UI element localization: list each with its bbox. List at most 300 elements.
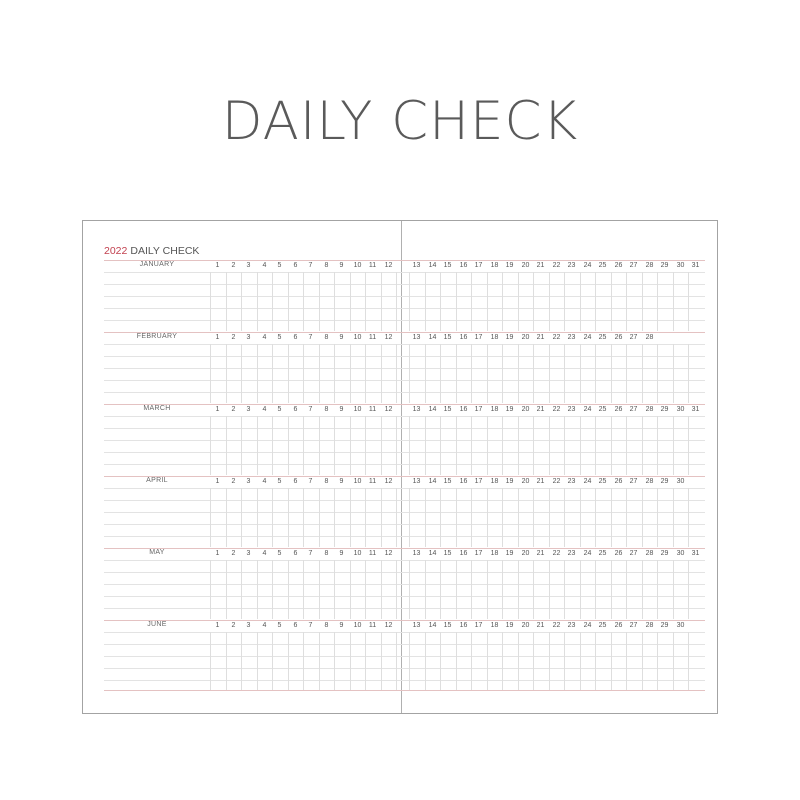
- column-line: [257, 344, 258, 403]
- day-number: 2: [231, 406, 236, 413]
- day-number: 25: [598, 550, 607, 557]
- column-line: [257, 632, 258, 691]
- column-line: [381, 416, 382, 475]
- day-number: 24: [583, 550, 592, 557]
- column-line: [210, 488, 211, 547]
- day-number: 7: [308, 622, 313, 629]
- column-line: [350, 560, 351, 619]
- row-line: [104, 488, 705, 489]
- row-line: [104, 308, 705, 309]
- column-line: [611, 632, 612, 691]
- row-line: [104, 608, 705, 609]
- column-line: [657, 632, 658, 691]
- row-line: [104, 284, 705, 285]
- day-number: 21: [536, 406, 545, 413]
- row-line: [104, 380, 705, 381]
- column-line: [272, 560, 273, 619]
- column-line: [440, 488, 441, 547]
- day-number: 8: [324, 622, 329, 629]
- column-line: [673, 416, 674, 475]
- column-line: [241, 272, 242, 331]
- day-number: 10: [353, 478, 362, 485]
- column-line: [626, 632, 627, 691]
- column-line: [487, 272, 488, 331]
- column-line: [533, 488, 534, 547]
- column-line: [549, 632, 550, 691]
- day-number: 16: [459, 406, 468, 413]
- column-line: [226, 488, 227, 547]
- column-line: [272, 416, 273, 475]
- column-line: [334, 272, 335, 331]
- day-number: 11: [368, 406, 377, 413]
- column-line: [518, 344, 519, 403]
- column-line: [272, 344, 273, 403]
- column-line: [303, 632, 304, 691]
- column-line: [396, 272, 397, 331]
- column-line: [334, 632, 335, 691]
- day-number: 17: [474, 478, 483, 485]
- column-line: [319, 560, 320, 619]
- day-number: 3: [246, 478, 251, 485]
- column-line: [642, 416, 643, 475]
- day-number: 2: [231, 334, 236, 341]
- day-number: 22: [552, 334, 561, 341]
- day-number: 23: [567, 262, 576, 269]
- day-number: 16: [459, 550, 468, 557]
- day-number: 19: [505, 406, 514, 413]
- column-line: [673, 488, 674, 547]
- day-number: 5: [277, 622, 282, 629]
- day-number: 16: [459, 262, 468, 269]
- column-line: [611, 272, 612, 331]
- column-line: [425, 416, 426, 475]
- column-line: [272, 632, 273, 691]
- day-number: 30: [676, 406, 685, 413]
- day-number: 30: [676, 262, 685, 269]
- day-number: 1: [215, 334, 220, 341]
- day-number: 16: [459, 622, 468, 629]
- day-number: 3: [246, 262, 251, 269]
- column-line: [381, 344, 382, 403]
- day-number: 16: [459, 478, 468, 485]
- row-line: [104, 512, 705, 513]
- day-number: 1: [215, 550, 220, 557]
- day-number: 24: [583, 262, 592, 269]
- day-number: 31: [691, 550, 700, 557]
- day-number: 6: [293, 550, 298, 557]
- row-line: [104, 644, 705, 645]
- column-line: [210, 632, 211, 691]
- column-line: [502, 488, 503, 547]
- day-number: 12: [384, 478, 393, 485]
- column-line: [642, 344, 643, 403]
- column-line: [226, 272, 227, 331]
- column-line: [688, 560, 689, 619]
- column-line: [642, 560, 643, 619]
- row-line: [104, 344, 705, 345]
- column-line: [518, 416, 519, 475]
- day-number: 27: [629, 550, 638, 557]
- day-number: 6: [293, 262, 298, 269]
- column-line: [425, 272, 426, 331]
- day-number: 9: [339, 262, 344, 269]
- column-line: [533, 272, 534, 331]
- day-number: 24: [583, 478, 592, 485]
- column-line: [487, 632, 488, 691]
- month-block-june: [83, 620, 719, 692]
- day-number: 21: [536, 262, 545, 269]
- day-number: 28: [645, 550, 654, 557]
- column-line: [580, 416, 581, 475]
- day-number: 4: [262, 622, 267, 629]
- column-line: [365, 272, 366, 331]
- column-line: [580, 344, 581, 403]
- day-number: 20: [521, 622, 530, 629]
- column-line: [409, 344, 410, 403]
- column-line: [595, 272, 596, 331]
- day-number: 31: [691, 262, 700, 269]
- column-line: [502, 344, 503, 403]
- row-line: [104, 428, 705, 429]
- column-line: [657, 416, 658, 475]
- column-line: [440, 560, 441, 619]
- day-number: 14: [428, 406, 437, 413]
- column-line: [471, 416, 472, 475]
- column-line: [288, 632, 289, 691]
- column-line: [626, 488, 627, 547]
- column-line: [533, 416, 534, 475]
- day-number: 28: [645, 622, 654, 629]
- day-number: 13: [412, 550, 421, 557]
- column-line: [425, 632, 426, 691]
- row-line: [104, 356, 705, 357]
- day-number: 11: [368, 334, 377, 341]
- column-line: [241, 560, 242, 619]
- day-number: 27: [629, 334, 638, 341]
- day-number: 14: [428, 262, 437, 269]
- column-line: [425, 344, 426, 403]
- row-line: [104, 524, 705, 525]
- planner-spread: [82, 220, 718, 714]
- column-line: [409, 560, 410, 619]
- column-line: [456, 344, 457, 403]
- day-number: 26: [614, 334, 623, 341]
- day-number: 27: [629, 262, 638, 269]
- column-line: [210, 272, 211, 331]
- day-number: 16: [459, 334, 468, 341]
- day-number: 22: [552, 550, 561, 557]
- column-line: [350, 344, 351, 403]
- column-line: [288, 344, 289, 403]
- day-number: 14: [428, 550, 437, 557]
- row-line: [104, 452, 705, 453]
- day-number: 11: [368, 622, 377, 629]
- column-line: [471, 488, 472, 547]
- day-number: 29: [660, 622, 669, 629]
- column-line: [272, 272, 273, 331]
- day-number: 9: [339, 334, 344, 341]
- day-number: 23: [567, 334, 576, 341]
- column-line: [564, 416, 565, 475]
- day-number: 25: [598, 478, 607, 485]
- day-number: 27: [629, 478, 638, 485]
- column-line: [673, 632, 674, 691]
- column-line: [396, 488, 397, 547]
- row-line: [104, 368, 705, 369]
- day-number: 4: [262, 550, 267, 557]
- column-line: [611, 560, 612, 619]
- column-line: [487, 488, 488, 547]
- day-number: 23: [567, 550, 576, 557]
- day-number: 26: [614, 478, 623, 485]
- day-number: 30: [676, 478, 685, 485]
- column-line: [288, 488, 289, 547]
- day-number: 11: [368, 550, 377, 557]
- row-line: [104, 668, 705, 669]
- row-line: [104, 584, 705, 585]
- column-line: [533, 344, 534, 403]
- row-line: [104, 464, 705, 465]
- day-number: 13: [412, 406, 421, 413]
- column-line: [533, 560, 534, 619]
- column-line: [456, 632, 457, 691]
- day-number: 6: [293, 478, 298, 485]
- day-number: 3: [246, 334, 251, 341]
- column-line: [471, 560, 472, 619]
- row-line: [104, 680, 705, 681]
- day-number: 1: [215, 262, 220, 269]
- day-number: 7: [308, 406, 313, 413]
- day-number: 23: [567, 478, 576, 485]
- row-line: [104, 560, 705, 561]
- day-number: 12: [384, 406, 393, 413]
- column-line: [518, 560, 519, 619]
- column-line: [381, 272, 382, 331]
- day-number: 6: [293, 622, 298, 629]
- column-line: [334, 488, 335, 547]
- column-line: [595, 488, 596, 547]
- column-line: [319, 344, 320, 403]
- column-line: [319, 416, 320, 475]
- column-line: [303, 488, 304, 547]
- column-line: [502, 272, 503, 331]
- day-number: 12: [384, 550, 393, 557]
- day-number: 12: [384, 622, 393, 629]
- month-block-january: [83, 260, 719, 332]
- day-number: 9: [339, 406, 344, 413]
- column-line: [288, 416, 289, 475]
- column-line: [396, 632, 397, 691]
- column-line: [409, 416, 410, 475]
- bottom-separator: [104, 690, 705, 691]
- column-line: [564, 344, 565, 403]
- day-number: 15: [443, 262, 452, 269]
- row-line: [104, 656, 705, 657]
- row-line: [104, 296, 705, 297]
- column-line: [502, 416, 503, 475]
- column-line: [365, 488, 366, 547]
- column-line: [471, 344, 472, 403]
- column-line: [471, 272, 472, 331]
- day-number: 22: [552, 406, 561, 413]
- day-number: 2: [231, 622, 236, 629]
- day-number: 7: [308, 334, 313, 341]
- day-number: 9: [339, 478, 344, 485]
- day-number: 5: [277, 262, 282, 269]
- day-number: 14: [428, 478, 437, 485]
- column-line: [210, 416, 211, 475]
- column-line: [533, 632, 534, 691]
- month-name: MAY: [149, 549, 165, 556]
- column-line: [549, 560, 550, 619]
- day-number: 19: [505, 334, 514, 341]
- column-line: [626, 560, 627, 619]
- column-line: [549, 416, 550, 475]
- column-line: [642, 488, 643, 547]
- column-line: [396, 560, 397, 619]
- day-number: 15: [443, 406, 452, 413]
- day-number: 3: [246, 406, 251, 413]
- column-line: [487, 416, 488, 475]
- column-line: [564, 632, 565, 691]
- row-line: [104, 632, 705, 633]
- day-number: 20: [521, 406, 530, 413]
- day-number: 22: [552, 262, 561, 269]
- column-line: [334, 416, 335, 475]
- column-line: [688, 488, 689, 547]
- column-line: [611, 488, 612, 547]
- row-line: [104, 416, 705, 417]
- day-number: 26: [614, 622, 623, 629]
- month-block-march: [83, 404, 719, 476]
- column-line: [657, 272, 658, 331]
- column-line: [440, 272, 441, 331]
- column-line: [319, 488, 320, 547]
- row-line: [104, 392, 705, 393]
- column-line: [657, 344, 658, 403]
- day-number: 25: [598, 622, 607, 629]
- month-block-may: [83, 548, 719, 620]
- day-number: 2: [231, 478, 236, 485]
- day-number: 18: [490, 334, 499, 341]
- column-line: [226, 632, 227, 691]
- day-number: 5: [277, 550, 282, 557]
- day-number: 28: [645, 262, 654, 269]
- column-line: [657, 488, 658, 547]
- day-number: 29: [660, 406, 669, 413]
- day-number: 10: [353, 334, 362, 341]
- column-line: [409, 272, 410, 331]
- day-number: 18: [490, 550, 499, 557]
- column-line: [518, 488, 519, 547]
- day-number: 27: [629, 622, 638, 629]
- day-number: 20: [521, 334, 530, 341]
- column-line: [303, 272, 304, 331]
- column-line: [595, 632, 596, 691]
- row-line: [104, 272, 705, 273]
- column-line: [456, 272, 457, 331]
- column-line: [502, 632, 503, 691]
- day-number: 24: [583, 334, 592, 341]
- month-block-april: [83, 476, 719, 548]
- column-line: [381, 632, 382, 691]
- column-line: [487, 344, 488, 403]
- day-number: 20: [521, 262, 530, 269]
- day-number: 25: [598, 334, 607, 341]
- day-number: 28: [645, 406, 654, 413]
- column-line: [425, 560, 426, 619]
- day-number: 2: [231, 262, 236, 269]
- day-number: 10: [353, 622, 362, 629]
- planner-heading: DAILY CHECK: [130, 245, 200, 257]
- day-number: 1: [215, 478, 220, 485]
- column-line: [365, 416, 366, 475]
- day-number: 4: [262, 262, 267, 269]
- day-number: 15: [443, 622, 452, 629]
- day-number: 24: [583, 406, 592, 413]
- day-number: 15: [443, 550, 452, 557]
- day-number: 19: [505, 478, 514, 485]
- column-line: [611, 416, 612, 475]
- column-line: [365, 632, 366, 691]
- column-line: [241, 488, 242, 547]
- column-line: [688, 416, 689, 475]
- page-title: DAILY CHECK: [221, 91, 579, 152]
- day-number: 3: [246, 622, 251, 629]
- column-line: [226, 344, 227, 403]
- column-line: [303, 560, 304, 619]
- day-number: 30: [676, 622, 685, 629]
- column-line: [288, 272, 289, 331]
- column-line: [257, 488, 258, 547]
- column-line: [673, 560, 674, 619]
- month-name: MARCH: [143, 405, 171, 412]
- day-number: 27: [629, 406, 638, 413]
- column-line: [673, 272, 674, 331]
- column-line: [518, 632, 519, 691]
- day-number: 26: [614, 262, 623, 269]
- day-number: 21: [536, 334, 545, 341]
- day-number: 4: [262, 478, 267, 485]
- column-line: [241, 344, 242, 403]
- day-number: 23: [567, 406, 576, 413]
- column-line: [272, 488, 273, 547]
- row-line: [104, 596, 705, 597]
- day-number: 14: [428, 622, 437, 629]
- column-line: [396, 344, 397, 403]
- day-number: 18: [490, 406, 499, 413]
- month-name: JUNE: [147, 621, 167, 628]
- day-number: 11: [368, 478, 377, 485]
- column-line: [409, 632, 410, 691]
- day-number: 7: [308, 262, 313, 269]
- column-line: [456, 416, 457, 475]
- column-line: [381, 488, 382, 547]
- day-number: 12: [384, 334, 393, 341]
- day-number: 21: [536, 622, 545, 629]
- row-line: [104, 500, 705, 501]
- column-line: [334, 560, 335, 619]
- column-line: [564, 272, 565, 331]
- column-line: [241, 416, 242, 475]
- column-line: [564, 560, 565, 619]
- day-number: 29: [660, 262, 669, 269]
- day-number: 13: [412, 334, 421, 341]
- day-number: 8: [324, 262, 329, 269]
- day-number: 18: [490, 478, 499, 485]
- column-line: [319, 632, 320, 691]
- day-number: 15: [443, 478, 452, 485]
